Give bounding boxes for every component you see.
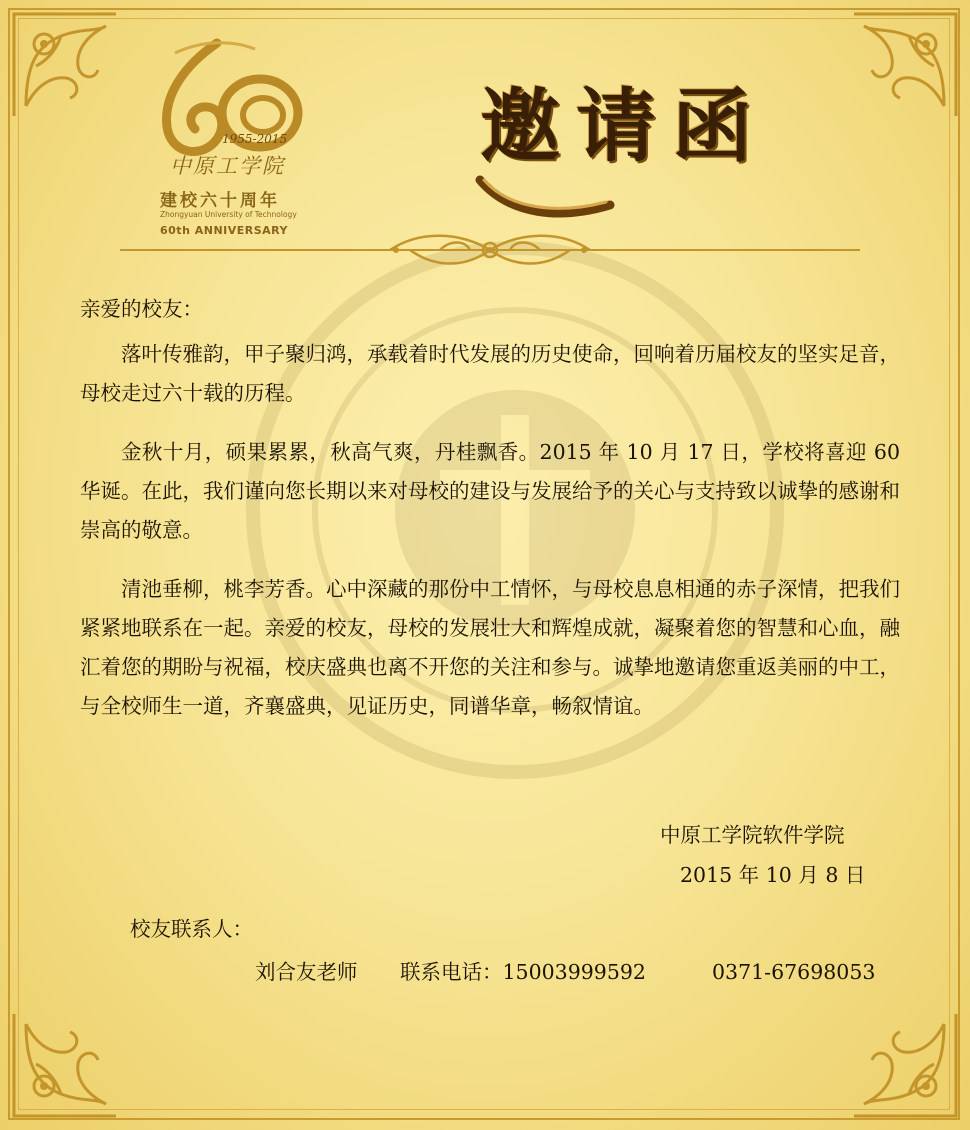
- letter-greeting: 亲爱的校友：: [80, 297, 203, 321]
- title-swash-ornament: [470, 160, 620, 230]
- logo-school-name: 中原工学院: [170, 154, 285, 178]
- logo-years: 1955-2015: [222, 132, 288, 146]
- contact-office-phone: 0371-67698053: [712, 960, 876, 984]
- page-title: 邀请函: [480, 79, 768, 173]
- corner-ornament-bottom-right: [844, 1004, 964, 1124]
- corner-ornament-top-left: [6, 6, 126, 126]
- letter-paragraph-2: 金秋十月，硕果累累，秋高气爽，丹桂飘香。2015 年 10 月 17 日，学校将喜迎 60 华诞。在此，我们谨向您长期以来对母校的建设与发展给予的关心与支持致以诚挚的感谢和崇高的敬意。: [80, 440, 900, 542]
- signature-date: 2015 年 10 月 8 日: [680, 863, 866, 887]
- corner-ornament-bottom-left: [6, 1004, 126, 1124]
- letter-paragraph-3: 清池垂柳，桃李芳香。心中深藏的那份中工情怀，与母校息息相通的赤子深情，把我们紧紧地联系在一起。亲爱的校友，母校的发展壮大和辉煌成就，凝聚着您的智慧和心血，融汇着您的期盼与祝福，校庆盛典也离不开您的关注和参与。诚挚地邀请您重返美丽的中工，与全校师生一道，齐襄盛典，见证历史，同谱华章，畅叙情谊。: [80, 577, 900, 718]
- contact-mobile: 联系电话：15003999592: [400, 960, 646, 984]
- corner-ornament-top-right: [844, 6, 964, 126]
- contact-name: 刘合友老师: [255, 960, 358, 984]
- signature-organization: 中原工学院软件学院: [660, 823, 845, 847]
- letter-paragraph-1: 落叶传雅韵，甲子聚归鸿，承载着时代发展的历史使命，回响着历届校友的坚实足音，母校走过六十载的历程。: [80, 342, 900, 405]
- ornamental-divider: [120, 228, 860, 278]
- logo-anniversary-cn: 建校六十周年: [160, 191, 280, 211]
- contact-label: 校友联系人：: [130, 917, 253, 941]
- logo-university-en: Zhongyuan University of Technology: [160, 210, 297, 219]
- logo-anniversary-en: 60th ANNIVERSARY: [160, 224, 289, 237]
